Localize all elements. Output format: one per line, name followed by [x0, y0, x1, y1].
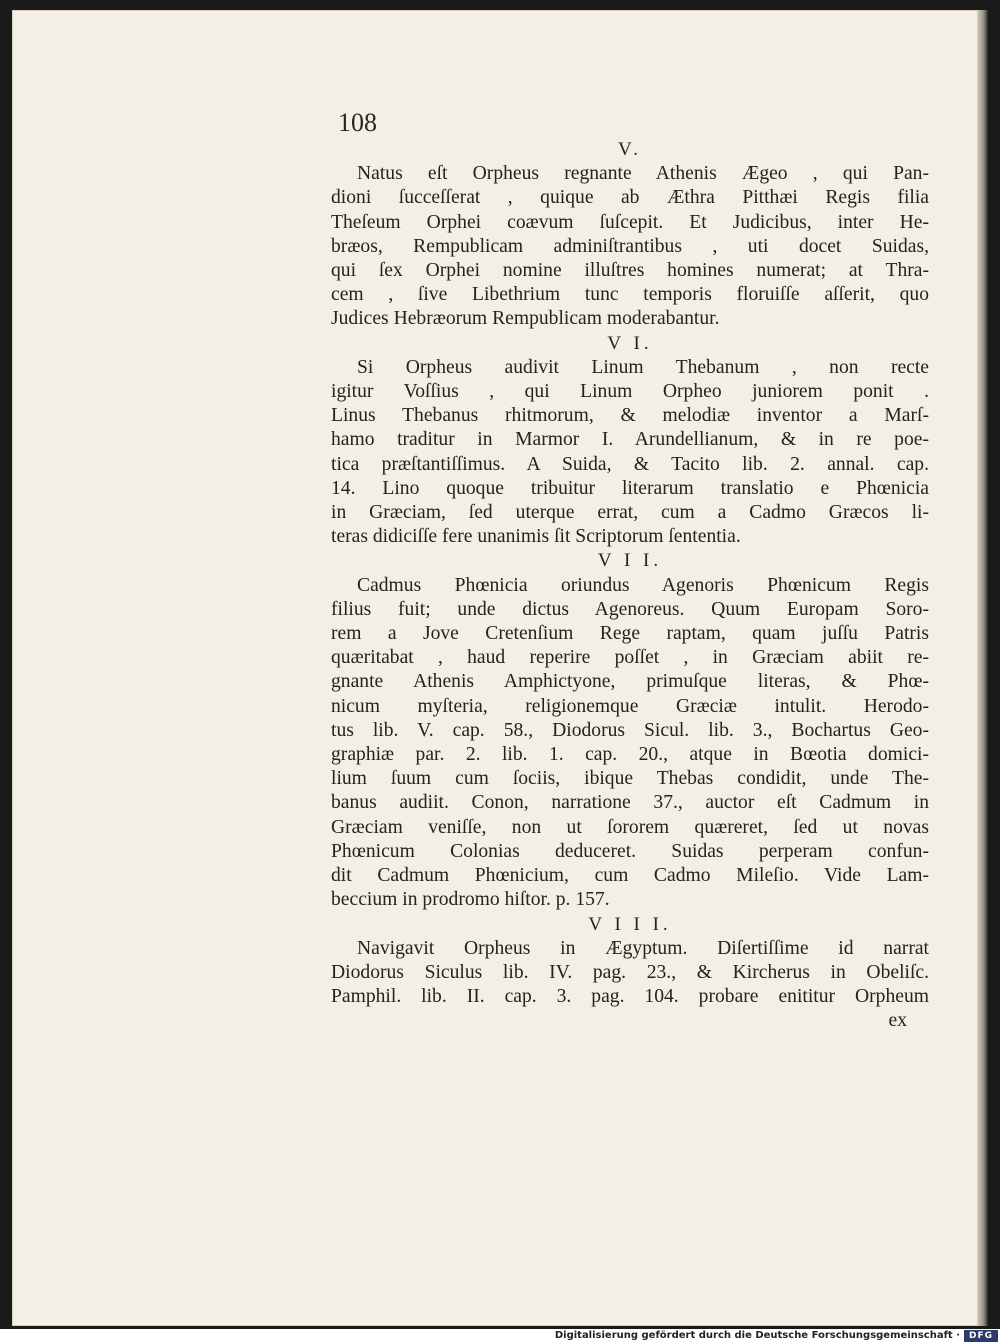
- text-line: hamo traditur in Marmor I. Arundellianum, & in re poe-: [331, 429, 929, 451]
- text-line: igitur Voſſius , qui Linum Orpheo juniorem ponit .: [331, 381, 929, 403]
- text-line: cem , ſive Libethrium tunc temporis floruiſſe aſſerit, quo: [331, 284, 929, 306]
- text-line: qui ſex Orphei nomine illuſtres homines numerat; at Thra-: [331, 260, 929, 282]
- catchword: ex: [888, 1010, 907, 1032]
- text-line: teras didiciſſe fere unanimis ſit Scriptorum ſententia.: [331, 526, 741, 548]
- section-paragraph: [331, 162, 929, 331]
- text-line: dioni ſucceſſerat , quique ab Æthra Pitthæi Regis filia: [331, 187, 929, 209]
- text-line: graphiæ par. 2. lib. 1. cap. 20., atque in Bœotia domici-: [331, 744, 929, 766]
- text-line: Natus eſt Orpheus regnante Athenis Ægeo , qui Pan-: [357, 163, 929, 185]
- text-line: lium ſuum cum ſociis, ibique Thebas condidit, unde The-: [331, 768, 929, 790]
- page-edge: [978, 10, 988, 1326]
- text-line: tus lib. V. cap. 58., Diodorus Sicul. lib. 3., Bochartus Geo-: [331, 719, 929, 741]
- text-line: dit Cadmum Phœnicium, cum Cadmo Mileſio. Vide Lam-: [331, 865, 929, 887]
- text-line: Diodorus Siculus lib. IV. pag. 23., & Kircherus in Obeliſc.: [331, 961, 929, 983]
- text-line: Linus Thebanus rhitmorum, & melodiæ inventor a Marſ-: [331, 405, 929, 427]
- text-line: beccium in prodromo hiſtor. p. 157.: [331, 889, 610, 911]
- text-line: Phœnicum Colonias deduceret. Suidas perperam confun-: [331, 840, 929, 862]
- footer-bar: [0, 1329, 1000, 1343]
- text-line: quæritabat , haud reperire poſſet , in Græciam abiit re-: [331, 647, 929, 669]
- main-text: [331, 138, 929, 1034]
- text-line: Si Orpheus audivit Linum Thebanum , non recte: [357, 356, 929, 378]
- text-line: tica præſtantiſſimus. A Suida, & Tacito lib. 2. annal. cap.: [331, 453, 929, 475]
- section-paragraph: [331, 356, 929, 550]
- text-line: Pamphil. lib. II. cap. 3. pag. 104. probare enititur Orpheum: [331, 986, 929, 1008]
- section-heading: V I I I.: [588, 913, 672, 935]
- text-line: Cadmus Phœnicia oriundus Agenoris Phœnicum Regis: [357, 574, 929, 596]
- page-number: 108: [338, 108, 377, 137]
- section-paragraph: [331, 574, 929, 913]
- text-line: rem a Jove Cretenſium Rege raptam, quam juſſu Patris: [331, 623, 929, 645]
- text-line: Navigavit Orpheus in Ægyptum. Diſertiſſime id narrat: [357, 937, 929, 959]
- section-heading: V.: [617, 139, 643, 160]
- section-paragraph: [331, 937, 929, 1010]
- text-line: Græciam veniſſe, non ut ſororem quæreret, ſed ut novas: [331, 816, 929, 838]
- section-heading: V I.: [607, 332, 653, 354]
- funding-notice: Digitalisierung gefördert durch die Deutsche Forschungsgemeinschaft ·: [554, 1330, 960, 1341]
- section-heading: V I I.: [597, 550, 663, 572]
- text-line: banus audiit. Conon, narratione 37., auctor eſt Cadmum in: [331, 792, 929, 814]
- text-line: Judices Hebræorum Rempublicam moderabantur.: [331, 308, 720, 330]
- text-line: 14. Lino quoque tribuitur literarum translatio e Phœnicia: [331, 477, 929, 499]
- text-line: filius fuit; unde dictus Agenoreus. Quum Europam Soro-: [331, 598, 929, 620]
- dfg-logo: DFG: [964, 1330, 998, 1342]
- text-line: in Græciam, ſed uterque errat, cum a Cadmo Græcos li-: [331, 502, 929, 524]
- text-line: gnante Athenis Amphictyone, primuſque literas, & Phœ-: [331, 671, 929, 693]
- text-line: nicum myſteria, religionemque Græciæ intulit. Herodo-: [331, 695, 929, 717]
- text-line: bræos, Rempublicam adminiſtrantibus , uti docet Suidas,: [331, 235, 929, 257]
- text-line: Theſeum Orphei coævum ſuſcepit. Et Judicibus, inter He-: [331, 211, 929, 233]
